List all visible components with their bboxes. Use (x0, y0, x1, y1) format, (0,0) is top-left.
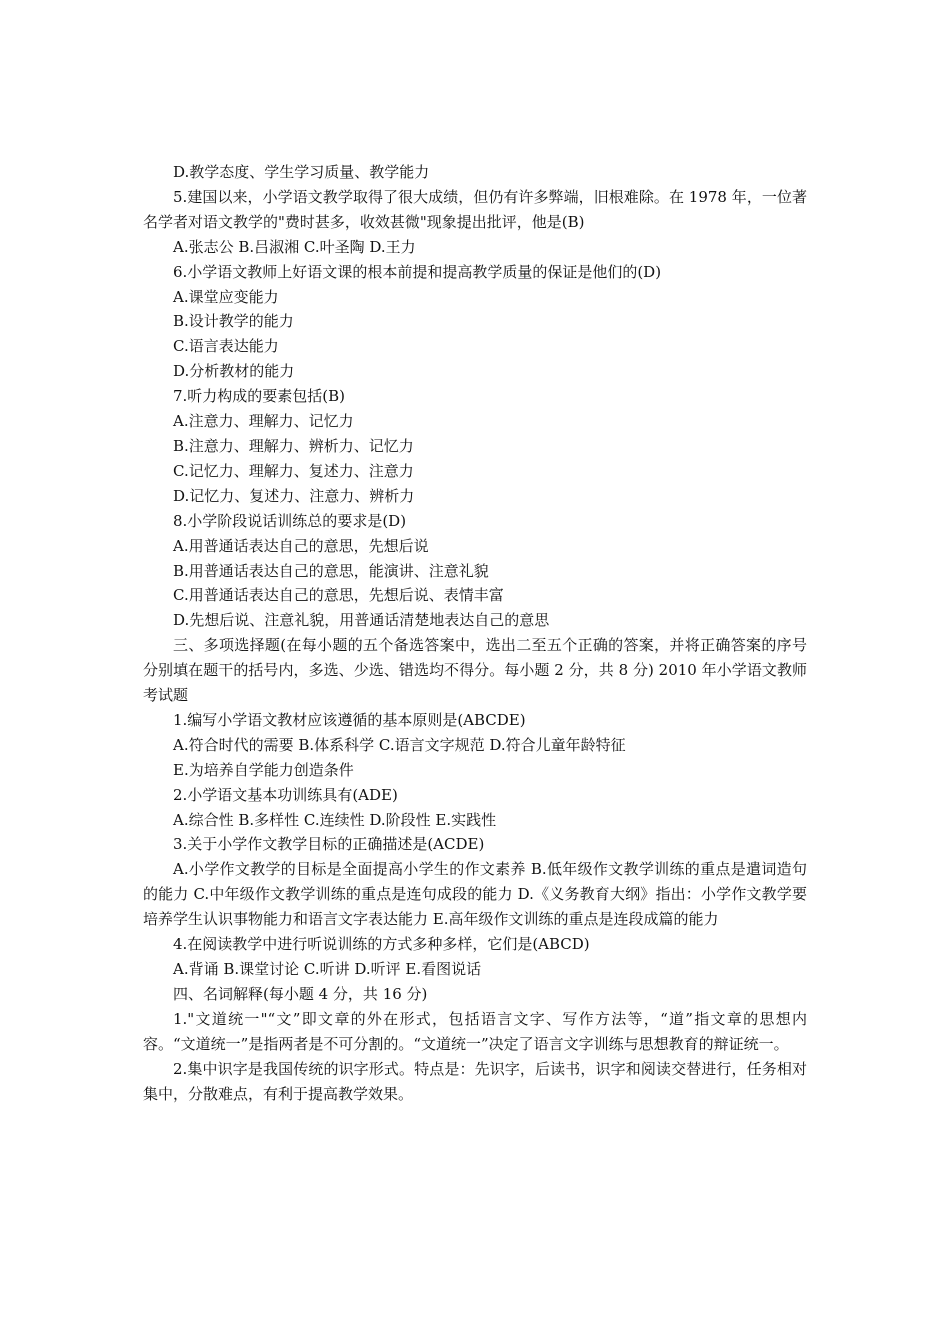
paragraph-question-7-option-b: B.注意力、理解力、辨析力、记忆力 (173, 436, 414, 455)
paragraph-question-8: 8.小学阶段说话训练总的要求是(D) (173, 511, 407, 530)
paragraph-question-5: 5.建国以来，小学语文教学取得了很大成绩，但仍有许多弊端，旧根难除。在 1978 年，一位著名学者对语文教学的"费时甚多，收效甚微"现象提出批评，他是(B) (143, 187, 807, 231)
paragraph-question-7-option-d: D.记忆力、复述力、注意力、辨析力 (173, 486, 415, 505)
paragraph-mc-question-3: 3.关于小学作文教学目标的正确描述是(ACDE) (173, 835, 485, 854)
paragraph-mc-question-1: 1.编写小学语文教材应该遵循的基本原则是(ABCDE) (173, 710, 526, 729)
paragraph-option-d: D.教学态度、学生学习质量、教学能力 (173, 163, 430, 181)
paragraph-question-5-options: A.张志公 B.吕淑湘 C.叶圣陶 D.王力 (173, 237, 416, 256)
section-heading-multiple-choice: 三、多项选择题(在每小题的五个备选答案中，选出二至五个正确的答案，并将正确答案的序号分别填在题干的括号内，多选、少选、错选均不得分。每小题 2 分，共 8 分) 2010 年小学语文教师考试题 (143, 636, 807, 705)
paragraph-question-8-option-a: A.用普通话表达自己的意思，先想后说 (173, 536, 429, 555)
paragraph-mc-question-4: 4.在阅读教学中进行听说训练的方式多种多样，它们是(ABCD) (173, 935, 590, 954)
paragraph-question-8-option-c: C.用普通话表达自己的意思，先想后说、表情丰富 (173, 586, 504, 605)
paragraph-question-6: 6.小学语文教师上好语文课的根本前提和提高教学质量的保证是他们的(D) (173, 262, 662, 281)
paragraph-question-7-option-a: A.注意力、理解力、记忆力 (173, 412, 354, 431)
document-body (143, 160, 807, 1106)
paragraph-question-6-option-c: C.语言表达能力 (173, 337, 279, 356)
section-heading-term-definitions: 四、名词解释(每小题 4 分，共 16 分) (173, 984, 428, 1003)
paragraph-mc-question-2-options: A.综合性 B.多样性 C.连续性 D.阶段性 E.实践性 (173, 810, 497, 829)
paragraph-question-6-option-d: D.分析教材的能力 (173, 362, 295, 381)
paragraph-question-7-option-c: C.记忆力、理解力、复述力、注意力 (173, 461, 414, 480)
paragraph-question-6-option-a: A.课堂应变能力 (173, 287, 279, 306)
paragraph-mc-question-1-options: A.符合时代的需要 B.体系科学 C.语言文字规范 D.符合儿童年龄特征 (173, 735, 626, 754)
paragraph-mc-question-4-options: A.背诵 B.课堂讨论 C.听讲 D.听评 E.看图说话 (173, 960, 482, 978)
paragraph-question-6-option-b: B.设计教学的能力 (173, 312, 294, 331)
paragraph-question-8-option-d: D.先想后说、注意礼貌，用普通话清楚地表达自己的意思 (173, 611, 550, 630)
paragraph-mc-question-1-option-e: E.为培养自学能力创造条件 (173, 760, 354, 779)
paragraph-question-8-option-b: B.用普通话表达自己的意思，能演讲、注意礼貌 (173, 561, 489, 580)
paragraph-term-1: 1."文道统一"“文”即文章的外在形式，包括语言文字、写作方法等，“道”指文章的思想内容。“文道统一”是指两者是不可分割的。“文道统一”决定了语言文字训练与思想教育的辩证统一。 (143, 1009, 807, 1053)
paragraph-question-7: 7.听力构成的要素包括(B) (173, 387, 346, 406)
paragraph-mc-question-2: 2.小学语文基本功训练具有(ADE) (173, 785, 398, 804)
paragraph-term-2: 2.集中识字是我国传统的识字形式。特点是：先识字，后读书，识字和阅读交替进行，任务相对集中，分散难点，有利于提高教学效果。 (143, 1059, 807, 1103)
paragraph-mc-question-3-options: A.小学作文教学的目标是全面提高小学生的作文素养 B.低年级作文教学训练的重点是遣词造句的能力 C.中年级作文教学训练的重点是连句成段的能力 D.《义务教育大纲》指出：小学作文教学要培养学生认识事物能力和语言文字表达能力 E.高年级作文训练的重点是连段成篇的能力 (143, 860, 807, 929)
